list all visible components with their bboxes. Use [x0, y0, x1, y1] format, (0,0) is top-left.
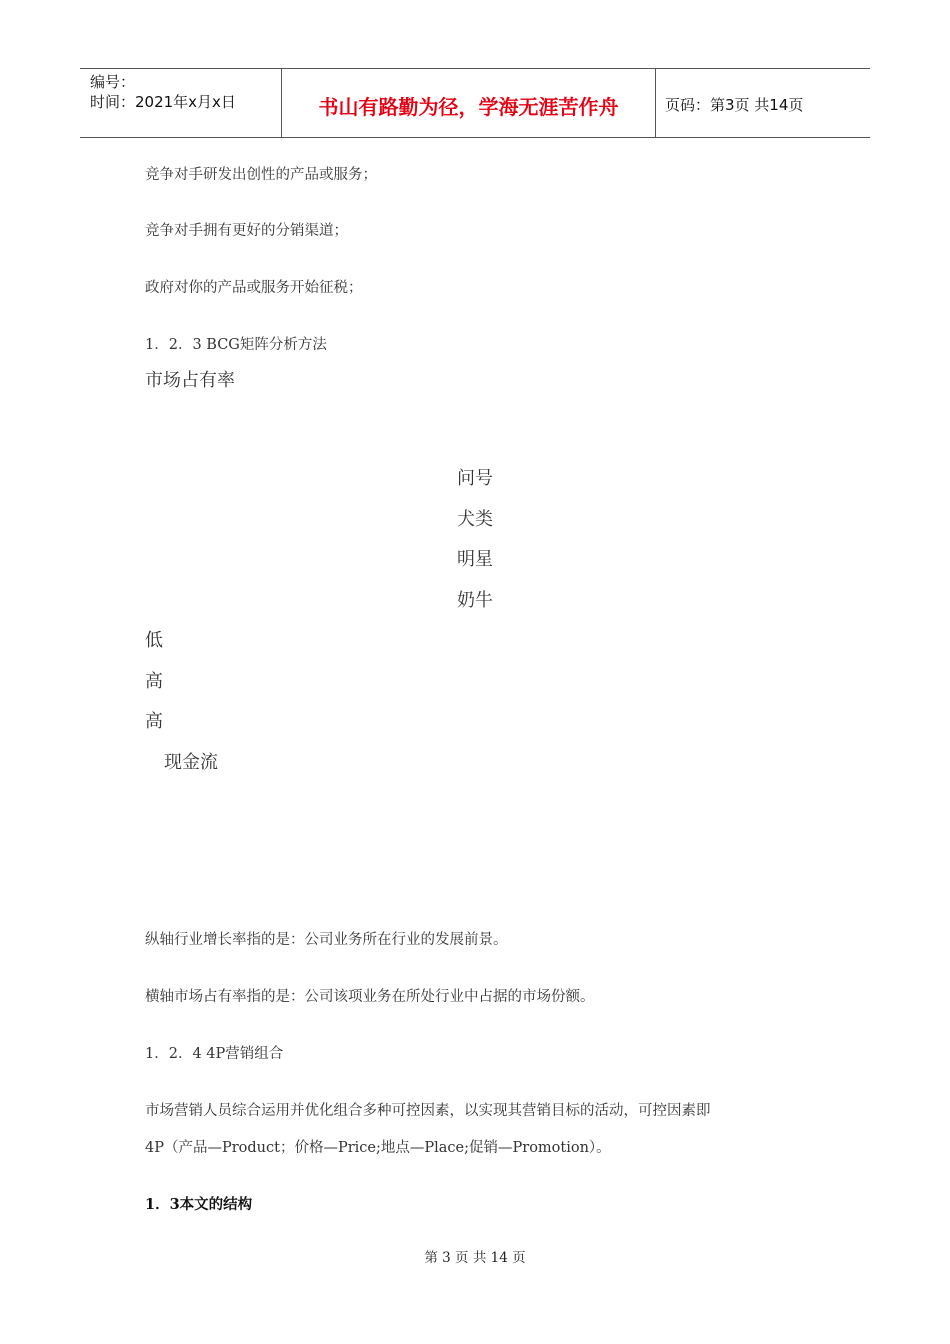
bcg-question-mark: 问号 — [457, 468, 493, 489]
page-header — [80, 68, 870, 138]
bcg-cash-flow-label: 现金流 — [164, 752, 218, 773]
doc-time-label: 时间：2021年x月x日 — [90, 93, 236, 111]
section-heading-1-2-4: 1．2．4 4P营销组合 — [145, 1046, 284, 1062]
paragraph-4p-line-1: 市场营销人员综合运用并优化组合多种可控因素，以实现其营销目标的活动，可控因素即 — [145, 1103, 711, 1119]
bcg-high-label-1: 高 — [145, 671, 163, 692]
header-motto: 书山有路勤为径，学海无涯苦作舟 — [318, 95, 619, 119]
header-page-number: 页码：第3页 共14页 — [665, 96, 804, 114]
body-line-1: 竞争对手研发出创性的产品或服务； — [145, 167, 377, 183]
bcg-dog: 犬类 — [457, 509, 493, 530]
bcg-market-share-label: 市场占有率 — [145, 370, 235, 391]
page-footer: 第 3 页 共 14 页 — [424, 1250, 526, 1266]
paragraph-4p-line-2: 4P（产品—Product；价格—Price;地点—Place;促销—Promotion）。 — [145, 1140, 611, 1156]
header-motto-cell — [281, 69, 656, 137]
horizontal-axis-description: 横轴市场占有率指的是：公司该项业务在所处行业中占据的市场份额。 — [145, 989, 595, 1005]
doc-number-label: 编号： — [90, 73, 136, 91]
vertical-axis-description: 纵轴行业增长率指的是：公司业务所在行业的发展前景。 — [145, 932, 508, 948]
body-line-2: 竞争对手拥有更好的分销渠道； — [145, 223, 348, 239]
bcg-cash-cow: 奶牛 — [457, 590, 493, 611]
section-heading-1-2-3: 1．2．3 BCG矩阵分析方法 — [145, 337, 327, 353]
body-line-3: 政府对你的产品或服务开始征税； — [145, 280, 363, 296]
bcg-high-label-2: 高 — [145, 711, 163, 732]
bcg-star: 明星 — [457, 549, 493, 570]
header-info-cell — [80, 69, 280, 137]
bcg-low-label: 低 — [145, 630, 163, 651]
header-page-cell — [655, 69, 870, 137]
section-heading-1-3: 1．3本文的结构 — [145, 1196, 253, 1213]
